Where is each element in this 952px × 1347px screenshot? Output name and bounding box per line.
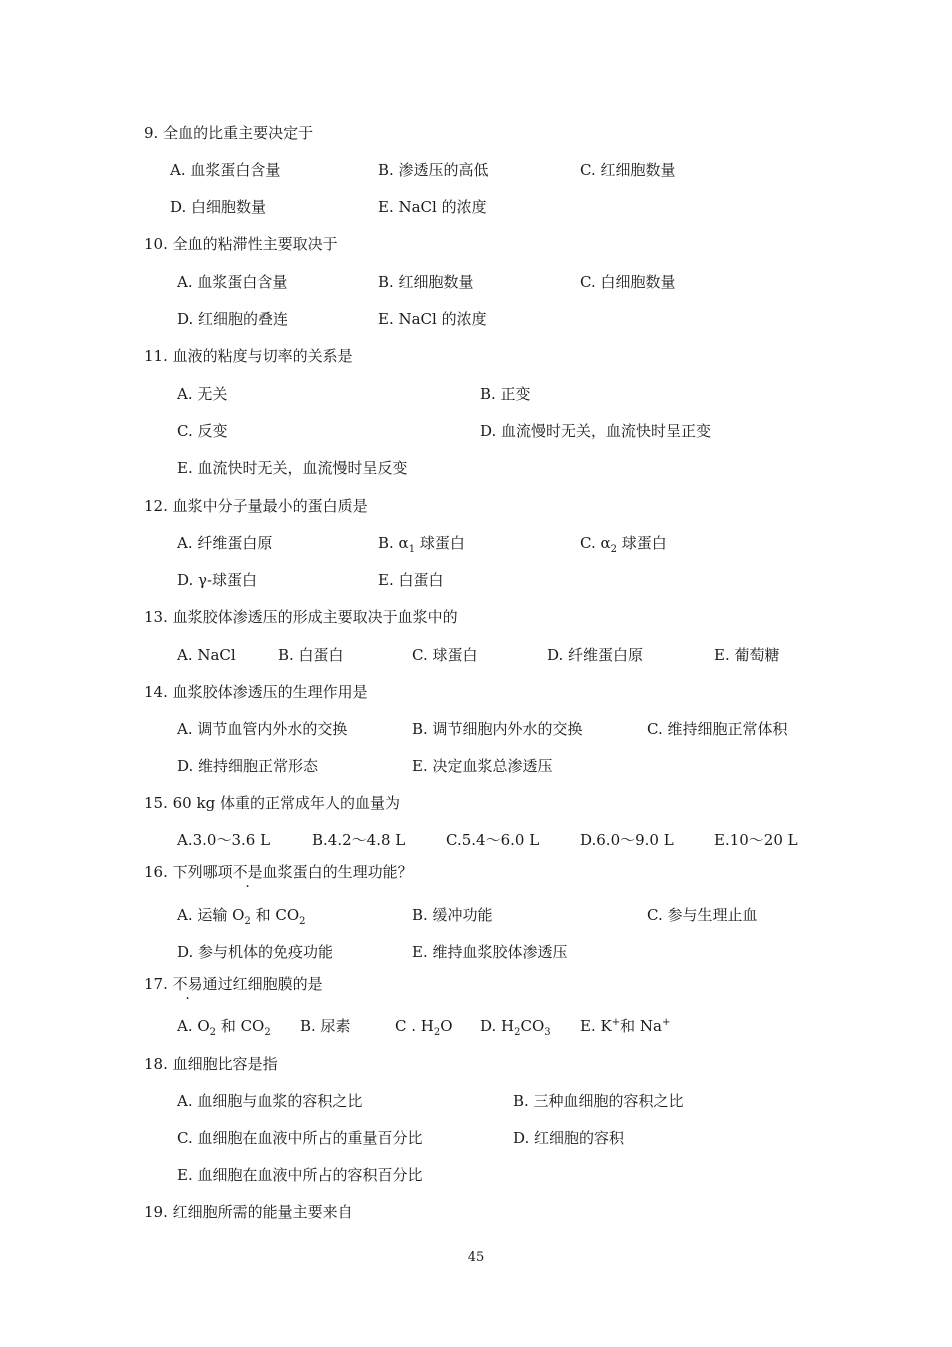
question-10-stem: 10. 全血的粘滞性主要取决于 <box>144 235 338 253</box>
q11-option-d: D. 血流慢时无关，血流快时呈正变 <box>480 422 712 440</box>
q14-option-a: A. 调节血管内外水的交换 <box>177 720 348 738</box>
q17-option-d: D. $H_2CO_3$ <box>480 1017 551 1038</box>
q18-option-c: C. 血细胞在血液中所占的重量百分比 <box>177 1129 423 1147</box>
q9-option-d: D. 白细胞数量 <box>170 198 267 216</box>
q15-option-e: E.10～20 L <box>714 831 798 849</box>
q9-option-e: E. NaCl 的浓度 <box>378 198 487 216</box>
q10-option-a: A. 血浆蛋白含量 <box>177 273 288 291</box>
q16-option-a: A. 运输 $O_2$ 和 $CO_2$ <box>177 906 306 927</box>
q18-option-a: A. 血细胞与血浆的容积之比 <box>177 1092 363 1110</box>
q11-option-c: C. 反变 <box>177 422 228 440</box>
emphasis-not: 不是 <box>232 863 263 881</box>
question-15-stem: 15. 60 kg 体重的正常成年人的血量为 <box>144 794 400 812</box>
q11-option-b: B. 正变 <box>480 385 531 403</box>
q13-option-e: E. 葡萄糖 <box>714 646 780 664</box>
q9-option-a: A. 血浆蛋白含量 <box>170 161 281 179</box>
q15-option-b: B.4.2～4.8 L <box>312 831 406 849</box>
q12-option-a: A. 纤维蛋白原 <box>177 534 273 552</box>
q14-option-b: B. 调节细胞内外水的交换 <box>412 720 583 738</box>
q17-option-e: E. K+和 Na+ <box>580 1017 671 1035</box>
q10-option-b: B. 红细胞数量 <box>378 273 474 291</box>
q12-option-b: B. $\alpha_1$ 球蛋白 <box>378 534 465 555</box>
q9-option-b: B. 渗透压的高低 <box>378 161 489 179</box>
q11-option-e: E. 血流快时无关，血流慢时呈反变 <box>177 459 408 477</box>
q16-option-e: E. 维持血浆胶体渗透压 <box>412 943 568 961</box>
q18-option-d: D. 红细胞的容积 <box>513 1129 625 1147</box>
q10-option-e: E. NaCl 的浓度 <box>378 310 487 328</box>
question-11-stem: 11. 血液的粘度与切率的关系是 <box>144 347 353 365</box>
page-number: 45 <box>467 1250 485 1265</box>
q17-option-a: A. $O_2$ 和 $CO_2$ <box>177 1017 271 1038</box>
q18-option-e: E. 血细胞在血液中所占的容积百分比 <box>177 1166 423 1184</box>
question-12-stem: 12. 血浆中分子量最小的蛋白质是 <box>144 497 368 515</box>
question-19-stem: 19. 红细胞所需的能量主要来自 <box>144 1203 353 1221</box>
question-14-stem: 14. 血浆胶体渗透压的生理作用是 <box>144 683 368 701</box>
q15-option-d: D.6.0～9.0 L <box>580 831 674 849</box>
question-13-stem: 13. 血浆胶体渗透压的形成主要取决于血浆中的 <box>144 608 458 626</box>
question-9-stem: 9. 全血的比重主要决定于 <box>144 124 314 142</box>
question-16-stem: 16. 下列哪项不是血浆蛋白的生理功能？ <box>144 863 413 881</box>
q10-option-c: C. 白细胞数量 <box>580 273 676 291</box>
q10-option-d: D. 红细胞的叠连 <box>177 310 289 328</box>
q13-option-b: B. 白蛋白 <box>278 646 344 664</box>
q14-option-d: D. 维持细胞正常形态 <box>177 757 319 775</box>
question-18-stem: 18. 血细胞比容是指 <box>144 1055 278 1073</box>
q16-option-b: B. 缓冲功能 <box>412 906 493 924</box>
q13-option-a: A. NaCl <box>177 646 236 664</box>
q12-option-c: C. $\alpha_2$ 球蛋白 <box>580 534 667 555</box>
q17-option-c: C . $H_2O$ <box>395 1017 453 1038</box>
q15-option-c: C.5.4～6.0 L <box>446 831 540 849</box>
q13-option-c: C. 球蛋白 <box>412 646 478 664</box>
q17-option-b: B. 尿素 <box>300 1017 351 1035</box>
q14-option-c: C. 维持细胞正常体积 <box>647 720 788 738</box>
q18-option-b: B. 三种血细胞的容积之比 <box>513 1092 684 1110</box>
q16-option-c: C. 参与生理止血 <box>647 906 758 924</box>
q13-option-d: D. 纤维蛋白原 <box>547 646 644 664</box>
emphasis-not-easy: 不易 <box>172 975 203 993</box>
q15-option-a: A.3.0～3.6 L <box>177 831 271 849</box>
question-17-stem: 17. 不易通过红细胞膜的是 <box>144 975 323 993</box>
q9-option-c: C. 红细胞数量 <box>580 161 676 179</box>
q14-option-e: E. 决定血浆总渗透压 <box>412 757 553 775</box>
q11-option-a: A. 无关 <box>177 385 228 403</box>
q12-option-d: D. γ-球蛋白 <box>177 571 258 589</box>
q12-option-e: E. 白蛋白 <box>378 571 444 589</box>
q16-option-d: D. 参与机体的免疫功能 <box>177 943 334 961</box>
